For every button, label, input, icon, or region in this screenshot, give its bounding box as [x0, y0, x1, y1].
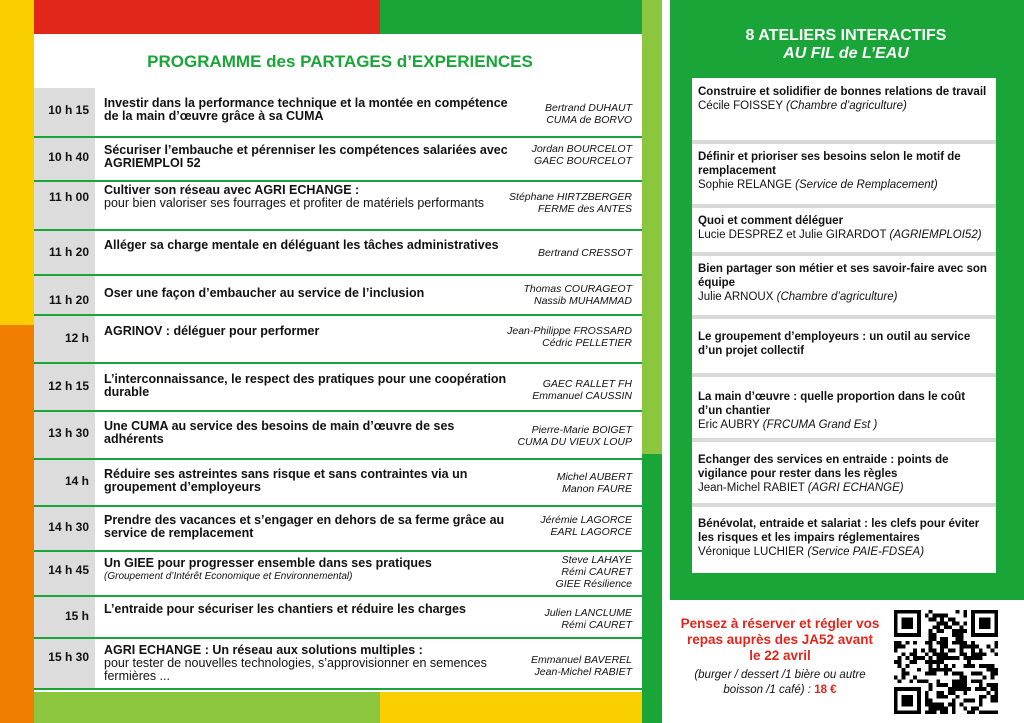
- session-topic: [104, 644, 514, 683]
- speaker-name: EARL LAGORCE: [550, 526, 632, 538]
- session-time: [34, 507, 95, 550]
- speaker-name: FERME des ANTES: [537, 203, 632, 215]
- session-title: Un GIEE pour progresser ensemble dans ses pratiques: [104, 556, 432, 570]
- session-row: [34, 552, 642, 597]
- session-title: Oser une façon d’embaucher au service de l’inclusion: [104, 286, 425, 300]
- atelier-host-name: Julie ARNOUX: [698, 291, 774, 303]
- session-row: [34, 138, 642, 182]
- session-row: [34, 460, 642, 507]
- atelier-host-name: Sophie RELANGE: [698, 179, 792, 191]
- session-row: [34, 507, 642, 552]
- atelier-item: [692, 150, 996, 192]
- meal-note: [680, 616, 880, 698]
- session-topic: [104, 325, 514, 338]
- atelier-title: Quoi et comment déléguer: [698, 215, 844, 227]
- session-topic: [104, 603, 514, 616]
- speaker-name: Jordan BOURCELOT: [531, 143, 632, 155]
- session-time: [34, 552, 95, 595]
- atelier-host-org: (Chambre d’agriculture): [776, 291, 898, 303]
- session-time: [34, 639, 95, 688]
- atelier-item: [692, 517, 996, 559]
- atelier-title: Définir et prioriser ses besoins selon le motif de remplacement: [698, 151, 961, 177]
- session-time: [34, 138, 95, 180]
- session-speakers: [472, 654, 632, 678]
- session-time-label: 14 h 30: [48, 520, 89, 534]
- qr-code-icon: [890, 606, 1002, 718]
- session-time-label: 10 h 15: [48, 103, 89, 117]
- session-speakers: [472, 424, 632, 448]
- speaker-name: Emmanuel CAUSSIN: [532, 390, 632, 402]
- session-time-label: 11 h 20: [48, 245, 89, 259]
- atelier-divider: [692, 373, 996, 377]
- session-topic: [104, 239, 514, 252]
- atelier-host: [698, 545, 990, 559]
- session-topic: [104, 557, 514, 583]
- session-topic: [104, 420, 514, 446]
- session-speakers: [472, 471, 632, 495]
- session-title: AGRINOV : déléguer pour performer: [104, 324, 320, 338]
- session-speakers: [472, 378, 632, 402]
- frame-green-right: [642, 454, 662, 723]
- session-subtitle: pour tester de nouvelles technologies, s’approvisionner en semences fermières ...: [104, 656, 487, 683]
- atelier-host: [698, 99, 990, 113]
- speaker-name: Stéphane HIRTZBERGER: [509, 191, 632, 203]
- session-title: Une CUMA au service des besoins de main d’œuvre de ses adhérents: [104, 419, 455, 446]
- session-note: (Groupement d’Intérêt Economique et Environnemental): [104, 571, 353, 582]
- session-topic: [104, 97, 514, 123]
- session-subtitle: pour bien valoriser ses fourrages et profiter de matériels performants: [104, 196, 485, 210]
- session-time: [34, 276, 95, 314]
- session-time-label: 14 h: [64, 474, 89, 488]
- atelier-item: [692, 85, 996, 113]
- meal-menu: [680, 668, 880, 698]
- session-title: Alléger sa charge mentale en déléguant les tâches administratives: [104, 238, 499, 252]
- atelier-host-name: Cécile FOISSEY: [698, 100, 783, 112]
- session-row: [34, 316, 642, 364]
- frame-orange-left: [0, 325, 34, 723]
- speaker-name: Bertrand CRESSOT: [538, 247, 632, 259]
- ateliers-subtitle: AU FIL de L’EAU: [783, 45, 909, 62]
- speaker-name: Thomas COURAGEOT: [523, 283, 632, 295]
- atelier-host: [698, 228, 990, 242]
- atelier-host-org: (Service de Remplacement): [795, 179, 938, 191]
- session-speakers: [472, 607, 632, 631]
- atelier-host-org: (Chambre d’agriculture): [786, 100, 907, 112]
- frame-green-top: [380, 0, 642, 34]
- frame-yellow-bottom: [380, 692, 642, 723]
- atelier-divider: [692, 204, 996, 208]
- session-title: Investir dans la performance technique et la montée en compétence de la main d’œuvre grâce à sa CUMA: [104, 96, 508, 123]
- atelier-host-org: (AGRI ECHANGE): [807, 482, 904, 494]
- session-row: [34, 276, 642, 316]
- atelier-divider: [692, 252, 996, 256]
- meal-menu-text: (burger / dessert /1 bière ou autre boisson /1 café) :: [694, 669, 866, 696]
- speaker-name: GAEC RALLET FH: [542, 378, 632, 390]
- session-time-label: 13 h 30: [48, 426, 89, 440]
- session-row: [34, 182, 642, 231]
- meal-reminder: Pensez à réserver et régler vos repas auprès des JA52 avant le 22 avril: [680, 616, 880, 663]
- ateliers-heading: [670, 27, 1022, 63]
- session-topic: [104, 468, 514, 494]
- session-row: [34, 231, 642, 276]
- atelier-host-org: (Service PAIE-FDSEA): [807, 546, 925, 558]
- session-speakers: [472, 514, 632, 538]
- session-topic: [104, 184, 514, 210]
- atelier-divider: [692, 315, 996, 319]
- atelier-item: [692, 262, 996, 304]
- session-title: Cultiver son réseau avec AGRI ECHANGE :: [104, 183, 360, 197]
- session-speakers: [472, 554, 632, 590]
- speaker-name: Julien LANCLUME: [544, 607, 632, 619]
- session-time-label: 15 h 30: [48, 650, 89, 664]
- speaker-name: Rémi CAURET: [561, 566, 632, 578]
- speaker-name: Jean-Philippe FROSSARD: [507, 325, 632, 337]
- session-speakers: [472, 191, 632, 215]
- meal-price: 18 €: [814, 684, 837, 696]
- speaker-name: GAEC BOURCELOT: [533, 155, 632, 167]
- atelier-title: Bien partager son métier et ses savoir-faire avec son équipe: [698, 263, 987, 289]
- session-row: [34, 412, 642, 460]
- speaker-name: Emmanuel BAVEREL: [531, 654, 632, 666]
- session-title: Réduire ses astreintes sans risque et sans contraintes via un groupement d’employeurs: [104, 467, 468, 494]
- speaker-name: Jérémie LAGORCE: [540, 514, 632, 526]
- session-time-label: 11 h 00: [48, 190, 89, 204]
- atelier-divider: [692, 438, 996, 442]
- session-time-label: 15 h: [64, 609, 89, 623]
- session-row: [34, 88, 642, 138]
- atelier-item: [692, 390, 996, 432]
- atelier-title: Le groupement d’employeurs : un outil au service d’un projet collectif: [698, 331, 971, 357]
- atelier-host-org: (AGRIEMPLOI52): [889, 229, 982, 241]
- session-time: [34, 412, 95, 458]
- session-title: Prendre des vacances et s’engager en dehors de sa ferme grâce au service de remplacement: [104, 513, 505, 540]
- session-speakers: [472, 325, 632, 349]
- atelier-host-name: Eric AUBRY: [698, 419, 760, 431]
- frame-lightgreen-bottom: [34, 692, 380, 723]
- atelier-host: [698, 290, 990, 304]
- speaker-name: CUMA de BORVO: [546, 114, 632, 126]
- session-time-label: 12 h 15: [48, 379, 89, 393]
- atelier-host-org: (FRCUMA Grand Est ): [762, 419, 878, 431]
- speaker-name: Bertrand DUHAUT: [545, 102, 632, 114]
- session-time-label: 10 h 40: [48, 150, 89, 164]
- session-time-label: 11 h 20: [48, 293, 89, 307]
- session-title: AGRI ECHANGE : Un réseau aux solutions multiples :: [104, 643, 423, 657]
- atelier-host: [698, 178, 990, 192]
- session-speakers: [472, 143, 632, 167]
- atelier-host-name: Véronique LUCHIER: [698, 546, 805, 558]
- session-time: [34, 597, 95, 637]
- session-topic: [104, 144, 514, 170]
- programme-title: PROGRAMME des PARTAGES d’EXPERIENCES: [147, 52, 533, 71]
- atelier-item: [692, 453, 996, 495]
- session-title: L’interconnaissance, le respect des pratiques pour une coopération durable: [104, 372, 507, 399]
- ateliers-title: 8 ATELIERS INTERACTIFS: [745, 27, 947, 44]
- session-row: [34, 639, 642, 690]
- atelier-host: [698, 481, 990, 495]
- atelier-host-name: Lucie DESPREZ et Julie GIRARDOT: [698, 229, 887, 241]
- speaker-name: Manon FAURE: [562, 483, 632, 495]
- session-row: [34, 597, 642, 639]
- session-time-label: 12 h: [64, 331, 89, 345]
- speaker-name: Steve LAHAYE: [561, 554, 632, 566]
- session-topic: [104, 373, 514, 399]
- session-topic: [104, 287, 514, 300]
- speaker-name: CUMA DU VIEUX LOUP: [517, 436, 632, 448]
- atelier-divider: [692, 503, 996, 507]
- atelier-item: [692, 214, 996, 242]
- speaker-name: GIEE Résilience: [555, 578, 632, 590]
- session-topic: [104, 514, 514, 540]
- speaker-name: Cédric PELLETIER: [542, 337, 632, 349]
- session-title: L’entraide pour sécuriser les chantiers et réduire les charges: [104, 602, 466, 616]
- session-time: [34, 364, 95, 410]
- speaker-name: Jean-Michel RABIET: [534, 666, 632, 678]
- session-time: [34, 182, 95, 229]
- atelier-divider: [692, 140, 996, 144]
- atelier-title: La main d’œuvre : quelle proportion dans le coût d’un chantier: [698, 391, 966, 417]
- atelier-title: Echanger des services en entraide : points de vigilance pour rester dans les règles: [698, 454, 949, 480]
- session-time: [34, 231, 95, 274]
- atelier-title: Construire et solidifier de bonnes relations de travail: [698, 86, 987, 98]
- speaker-name: Michel AUBERT: [556, 471, 632, 483]
- session-time: [34, 316, 95, 362]
- session-speakers: [472, 102, 632, 126]
- session-time: [34, 88, 95, 136]
- atelier-title: Bénévolat, entraide et salariat : les clefs pour éviter les risques et les impairs réglementaires: [698, 518, 980, 544]
- speaker-name: Pierre-Marie BOIGET: [531, 424, 632, 436]
- session-speakers: [472, 247, 632, 259]
- atelier-host: [698, 418, 990, 432]
- frame-yellow-left: [0, 0, 34, 325]
- frame-red-top: [34, 0, 380, 34]
- speaker-name: Rémi CAURET: [561, 619, 632, 631]
- session-speakers: [472, 283, 632, 307]
- atelier-item: [692, 330, 996, 358]
- atelier-host-name: Jean-Michel RABIET: [698, 482, 805, 494]
- session-row: [34, 364, 642, 412]
- session-time: [34, 460, 95, 505]
- speaker-name: Nassib MUHAMMAD: [533, 295, 632, 307]
- session-title: Sécuriser l’embauche et pérenniser les compétences salariées avec AGRIEMPLOI 52: [104, 143, 508, 170]
- session-time-label: 14 h 45: [48, 563, 89, 577]
